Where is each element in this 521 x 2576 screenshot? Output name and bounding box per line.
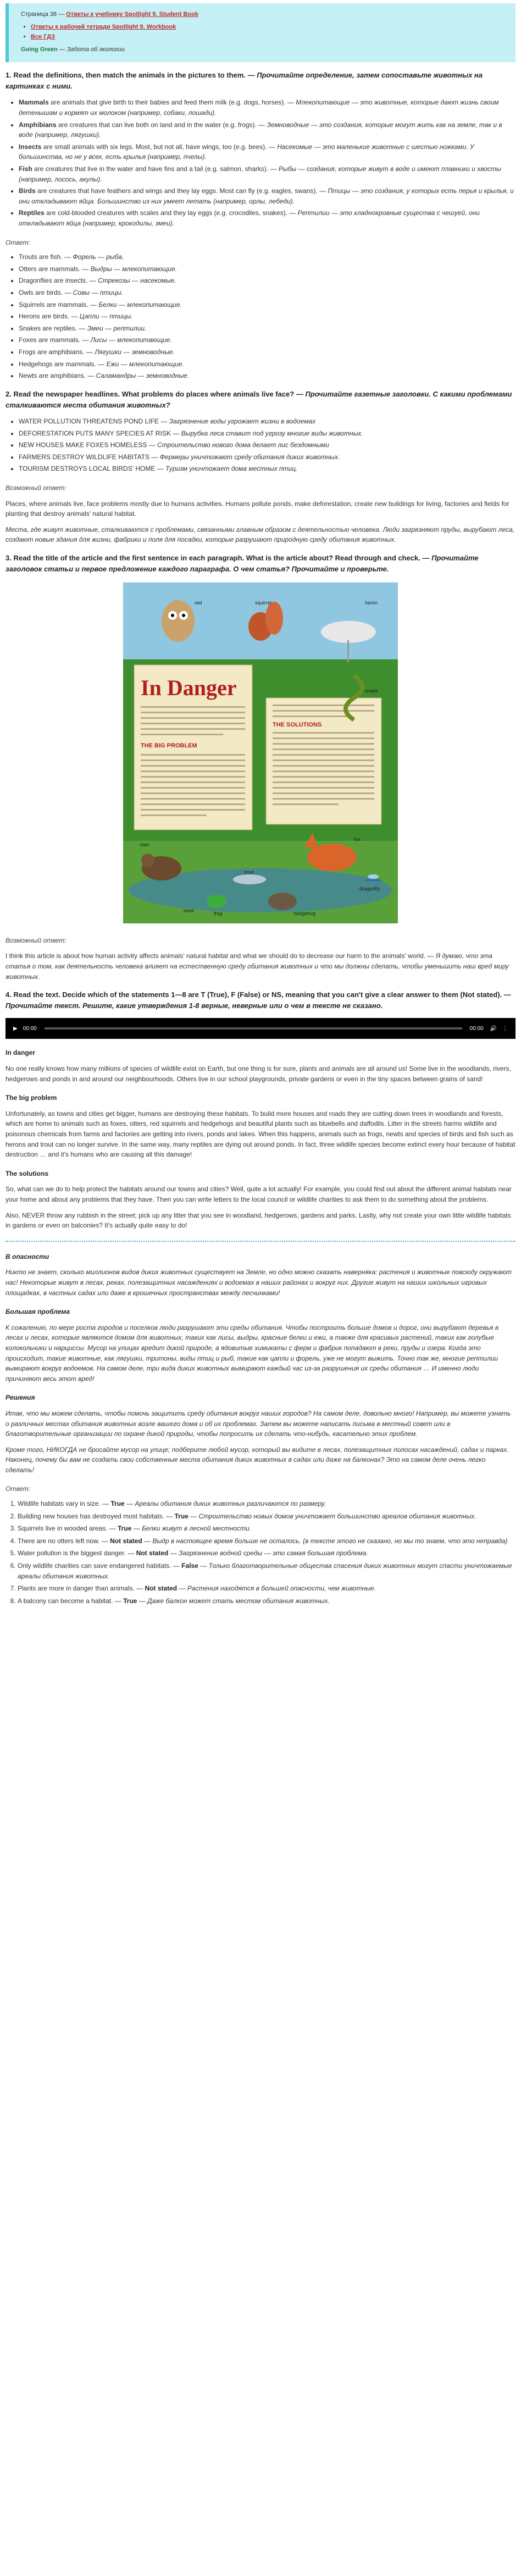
task3-answer-en: I think this article is about how human activity affects animals' natural habitat and what we should do to decrease our harm to the animals' world. — — [5, 952, 436, 960]
answer-item — [19, 311, 516, 322]
statement-ru: Только благотворительные общества спасения диких животных могут спасти уничтожаемые ареалы обитания животных. — [18, 1562, 512, 1580]
answer-en: Snakes are reptiles. — — [19, 324, 87, 332]
statement-mark: True — [110, 1500, 125, 1508]
headline-item — [19, 416, 516, 427]
definition-en: are small animals with six legs. Most, but not all, have wings, too (e.g. bees). — — [41, 142, 278, 151]
statement-answer: 2. Building new houses has destroyed most habitats. — True — Строительство новых домов уничтожает большинство ареалов обитания животных. — [18, 1511, 516, 1522]
headline-item — [19, 452, 516, 463]
breadcrumb-line — [21, 10, 506, 19]
answer-item — [19, 300, 516, 310]
task4-title-en: 4. Read the text. Decide which of the statements 1—8 are T (True), F (False) or NS, meaning that you can't give a clear answer to them (Not stated). — — [5, 990, 511, 999]
definitions-list — [5, 97, 516, 228]
statement-ru: Белки живут в лесной местности. — [142, 1524, 251, 1533]
definition-ru: Птицы — это создания, у которых есть перья и крылья, и они откладывают яйца. Большинство из них умеет летать (например, орлы, лебеди). — [19, 187, 514, 205]
answer-item — [19, 359, 516, 370]
headline-en: FARMERS DESTROY WILDLIFE HABITATS — — [19, 453, 160, 461]
definition-en: are creatures that live in the water and have fins and a tail (e.g. salmon, sharks). — — [32, 165, 279, 173]
task3-answer-label: Возможный ответ: — [5, 936, 66, 944]
image-label: hedgehog — [293, 911, 316, 917]
statement-ru: Растения находятся в большей опасности, чем животные. — [187, 1584, 376, 1593]
owl-icon — [162, 600, 195, 642]
task2-answer-label: Возможный ответ: — [5, 483, 66, 492]
definition-item — [19, 120, 516, 140]
definition-ru: Рыбы — создания, которые живут в воде и имеют плавники и хвосты (например, лосось, акулы). — [19, 165, 501, 183]
definition-en: are creatures that have feathers and wings and they lay eggs. Most can fly (e.g. eagles, swans). — — [35, 187, 328, 195]
translation-problem-heading: Большая проблема — [5, 1308, 70, 1316]
image-headline: In Danger — [141, 675, 237, 701]
textbook-page-image — [5, 582, 516, 927]
definition-item — [19, 186, 516, 206]
headline-item — [19, 428, 516, 439]
definition-term: Mammals — [19, 98, 49, 107]
hedgehog-icon — [268, 893, 297, 910]
audio-seek-bar[interactable] — [45, 1027, 462, 1030]
answer-en: Newts are amphibians. — — [19, 372, 96, 380]
image-section-problem: THE BIG PROBLEM — [141, 742, 197, 750]
article-problem-heading: The big problem — [5, 1094, 57, 1102]
workbook-link[interactable]: Ответы к рабочей тетради Spotlight 9. Workbook — [31, 24, 176, 31]
answer-ru: Форель — рыба. — [73, 253, 124, 261]
answer-item — [19, 252, 516, 262]
translation-problem: К сожалению, по мере роста городов и поселков люди разрушают эти среды обитания. Чтобы построить больше домов и дорог, они вырубают деревья в лесах и лесах, которые являются домом для животных, таких как лисы, выдры, красные белки и ежи, а также для красивых растений, таких как голубые колокольчики и нарциссы. Мусор на улицах вредит дикой природе, а ядовитые химикаты с ферм и фабрик попадают в реки, пруды и озера. Когда это происходит, такие животные, как лягушки, тритоны, виды птиц и рыб, такие как цапли и форель, уже не могут выжить. Точно так же, многие рептилии вымирают вокруг водоемов. На самом деле, три вида диких животных вымирают каждый час из-за разрушения их среды обитания … И именно люди причиняют весь этот вред! — [5, 1323, 499, 1383]
related-links — [21, 23, 506, 42]
statement-mark: True — [123, 1597, 137, 1605]
task1-title — [5, 70, 516, 92]
statement-answer: 4. There are no otters left now. — Not stated — Выдр в настоящее время больше не осталось. (в тексте этого не сказано, но мы то знаем, что это неправда) — [18, 1536, 516, 1546]
statement-en: A balcony can become a habitat. — — [18, 1597, 124, 1605]
answer-item — [19, 347, 516, 357]
definition-term: Insects — [19, 142, 42, 151]
article-problem: Unfortunately, as towns and cities get bigger, humans are destroying these habitats. To build more houses and roads they are cutting down trees in woodlands and forests, which are home to animals such as foxes, otters, red squirrels and hedgehogs and beautiful plants such as bluebells and daffodils. Litter in the streets harms wildlife and poisonous chemicals from farms and factories are getting into rivers, ponds and lakes. When this happens, animals such as frogs, newts and species of birds and fish such as herons and trout can no longer survive. In the same way, many reptiles are dying out around ponds. In fact, three wildlife species become extinct every hour because of habitat destruction … and it's humans who are causing all this damage! — [5, 1109, 516, 1159]
translation-solutions-heading: Решения — [5, 1394, 35, 1402]
answer-en: Dragonflies are insects. — — [19, 277, 98, 285]
headline-en: NEW HOUSES MAKE FOXES HOMELESS — — [19, 441, 158, 449]
image-label: heron — [365, 600, 378, 606]
statement-ru: Выдр в настоящее время больше не осталось. (в тексте этого не сказано, но мы то знаем, что это неправда) — [152, 1537, 508, 1545]
answer-en: Frogs are amphibians. — — [19, 348, 95, 356]
image-label: newt — [184, 908, 195, 914]
statement-answer: 6. Only wildlife charities can save endangered habitats. — False — Только благотворительные общества спасения диких животных могут спасти уничтожаемые ареалы обитания животных. — [18, 1561, 516, 1581]
task1-title-ru: Прочитайте определение, затем сопоставьте животных на картинках с ними. — [5, 71, 483, 91]
image-label: fox — [354, 836, 361, 843]
answer-en: Trouts are fish. — — [19, 253, 73, 261]
image-label: snake — [365, 688, 379, 694]
statement-answer: 8. A balcony can become a habitat. — True — Даже балкон может стать местом обитания животных. — [18, 1596, 516, 1606]
list-item — [31, 23, 506, 32]
translation-solutions-2: Кроме того, НИКОГДА не бросайте мусор на улице; подберите любой мусор, который вы видите в лесах, полезащитных полосах насаждений, садах и парках. Наконец, почему бы вам не создать свои собственные места обитания диких животных в садах или даже на балконах? Это на самом деле очень легко сделать! — [5, 1445, 509, 1474]
definition-item — [19, 142, 516, 162]
answer-en: Foxes are mammals. — — [19, 336, 91, 344]
audio-total-time: 00:00 — [469, 1025, 484, 1032]
task2-title-ru: Прочитайте газетные заголовки. С какими проблемами сталкиваются места обитания животных? — [5, 389, 512, 409]
definition-en: are animals that give birth to their babies and feed them milk (e.g. dogs, horses). — — [48, 98, 296, 107]
definition-term: Reptiles — [19, 209, 45, 217]
task3-title-ru: Прочитайте заголовок статьи и первое предложение каждого параграфа. О чем статья? Прочитайте и проверьте. — [5, 553, 479, 574]
article-solutions-2: Also, NEVER throw any rubbish in the street; pick up any litter that you see in woodland, hedgerows, gardens and parks. Lastly, why not create your own little wildlife habitats in gardens or even on balconies? It's actually quite easy to do! — [5, 1211, 511, 1230]
headline-en: TOURISM DESTROYS LOCAL BIRDS' HOME — — [19, 465, 165, 473]
answer-ru: Ежи — млекопитающие. — [106, 360, 184, 368]
task2-title — [5, 389, 516, 411]
statement-ru: Даже балкон может стать местом обитания животных. — [147, 1597, 330, 1605]
list-item — [31, 32, 506, 42]
statement-en: Water pollution is the biggest danger. — — [18, 1549, 136, 1557]
statement-ru: Ареалы обитания диких животных различаются по размеру. — [135, 1500, 326, 1508]
statement-ru: Строительство новых домов уничтожает большинство ареалов обитания животных. — [198, 1512, 476, 1520]
answer-ru: Саламандры — земноводные. — [96, 372, 190, 380]
volume-icon[interactable]: 🔊 — [490, 1025, 497, 1032]
frog-icon — [207, 895, 226, 908]
translation-title: В опасности — [5, 1252, 49, 1261]
headlines-list — [5, 416, 516, 474]
image-section-solutions: THE SOLUTIONS — [273, 722, 322, 729]
module-separator: — — [57, 46, 67, 53]
image-label: otter — [140, 842, 150, 848]
statement-en: Building new houses has destroyed most habitats. — — [18, 1512, 175, 1520]
task1-title-en: 1. Read the definitions, then match the animals in the pictures to them. — — [5, 71, 257, 80]
headline-ru: Строительство нового дома делает лис бездомными — [157, 441, 329, 449]
definition-ru: Земноводные — это создания, которые могут жить как на земле, так и в воде (например, лягушки). — [19, 120, 502, 139]
statement-en: Wildlife habitats vary in size. — — [18, 1500, 111, 1508]
trout-icon — [233, 874, 266, 884]
headline-ru: Фермеры уничтожают среду обитания диких животных. — [159, 453, 340, 461]
headline-en: DEFORESTATION PUTS MANY SPECIES AT RISK — — [19, 429, 181, 437]
task4-answer-label: Ответ: — [5, 1485, 31, 1493]
answer-en: Hedgehogs are mammals. — — [19, 360, 107, 368]
module-subtitle: Забота об экологии — [66, 46, 125, 53]
task4-title-ru: Прочитайте текст. Решите, какие утверждения 1-8 верные, неверные или о чем в тексте не сказано. — [5, 1001, 383, 1010]
headline-en: WATER POLLUTION THREATENS POND LIFE — — [19, 417, 169, 425]
module-line — [21, 45, 506, 54]
definition-ru: Млекопитающие — это животные, которые дают жизнь своим детенышам и кормят их молоком (например, собаки, лошади). — [19, 98, 499, 117]
audio-current-time: 00:00 — [23, 1025, 37, 1032]
answer-en: Herons are birds. — — [19, 312, 80, 321]
statement-ru: Загрязнение водной среды — это самая большая проблема. — [179, 1549, 368, 1557]
definition-item — [19, 164, 516, 184]
page — [0, 3, 521, 1606]
task3-title — [5, 553, 516, 575]
image-label: squirrel — [255, 600, 271, 606]
definition-term: Birds — [19, 187, 36, 195]
statement-mark: False — [181, 1562, 198, 1570]
answer-ru: Змеи — рептилии. — [87, 324, 147, 332]
divider — [5, 1241, 516, 1242]
statement-answer: 1. Wildlife habitats vary in size. — True — Ареалы обитания диких животных различаются по размеру. — [18, 1499, 516, 1509]
headline-ru: Туризм уничтожает дома местных птиц. — [165, 465, 298, 473]
answer-item — [19, 276, 516, 286]
statement-en: There are no otters left now. — — [18, 1537, 110, 1545]
image-label: trout — [244, 869, 254, 876]
statement-mark: Not stated — [145, 1584, 178, 1593]
definition-item — [19, 97, 516, 118]
definition-ru: Насекомые — это маленькие животные с шестью ножками. У большинства, но не у всех, есть крылья (например, пчелы). — [19, 142, 474, 161]
task3-answer — [5, 951, 516, 982]
definition-en: are creatures that can live both on land and in the water (e.g. frogs). — — [56, 120, 267, 129]
article-solutions-heading: The solutions — [5, 1169, 48, 1177]
definition-term: Fish — [19, 165, 32, 173]
answer-en: Otters are mammals. — — [19, 265, 91, 273]
translation-intro: Никто не знает, сколько миллионов видов диких животных существует на Земле, но одно можно сказать наверняка: растения и животные повсюду окружают нас! Некоторые живут в лесах, реках, полезащитных насаждениях и водоемах в наших районах и вокруг них. Другие живут на наших школьных игровых площадках, в частных садах или даже в крошечных пространствах между песчинками! — [5, 1268, 512, 1297]
task1-answer-label: Ответ: — [5, 238, 31, 246]
statement-answer: 3. Squirrels live in wooded areas. — True — Белки живут в лесной местности. — [18, 1523, 516, 1534]
image-label: dragonfly — [359, 886, 380, 892]
headline-ru: Вырубка леса ставит под угрозу многие виды животных. — [181, 429, 363, 437]
definition-ru: Рептилии — это хладнокровные существа с чешуей, они откладывают яйца (например, крокодилы, змеи). — [19, 209, 480, 227]
image-label: frog — [214, 911, 223, 917]
all-gdz-link[interactable]: Все ГДЗ — [31, 34, 56, 41]
task4-answers — [5, 1499, 516, 1606]
task3-title-en: 3. Read the title of the article and the first sentence in each paragraph. What is the article about? Read through and check. — — [5, 553, 432, 562]
task3-answer-ru: Я думаю, что эта статья о том, как деятельность человека влияет на естественную среду обитания животных и что мы должны сделать, чтобы уменьшить наш вред миру животных. — [5, 952, 509, 981]
header-box — [5, 3, 516, 62]
answer-ru: Цапли — птицы. — [79, 312, 133, 321]
definition-en: are cold-blooded creatures with scales and they lay eggs (e.g. crocodiles, snakes). — — [44, 209, 298, 217]
article-solutions-1: So, what can we do to help protect the habitats around our towns and cities? Well, quite a lot actually! For example, you could find out about the different animal habitats near your home and about any problems that they have. Then you can write letters to the local council or wildlife charities to ask them to do something about the problems. — [5, 1185, 512, 1203]
statement-mark: Not stated — [136, 1549, 169, 1557]
statement-answer: 5. Water pollution is the biggest danger. — Not stated — Загрязнение водной среды — это самая большая проблема. — [18, 1548, 516, 1559]
answer-item — [19, 288, 516, 298]
statement-mark: True — [118, 1524, 132, 1533]
answer-ru: Выдры — млекопитающие. — [90, 265, 178, 273]
answer-ru: Лисы — млекопитающие. — [90, 336, 172, 344]
image-label: owl — [195, 600, 202, 606]
translation-solutions-1: Итак, что мы можем сделать, чтобы помочь защитить среду обитания вокруг наших городов? На самом деле, довольно много! Например, вы можете узнать о различных местах обитания животных возле вашего дома и об их проблемах. Затем вы можете написать письма в местный совет или в благотворительные организации по охране дикой природы, чтобы попросить их сделать что-нибудь, касательно этих проблем. — [5, 1409, 511, 1438]
headline-ru: Загрязнение воды угрожает жизни в водоемах — [169, 417, 316, 425]
task2-answer-en: Places, where animals live, face problems mostly due to humans activities. Humans pollute ponds, make deforestation, create new buildings for living, factories and fields for planting that destroy animals' natural habitat. — [5, 499, 509, 518]
statement-mark: Not stated — [110, 1537, 142, 1545]
headline-item — [19, 440, 516, 450]
audio-player — [5, 1018, 516, 1039]
answer-item — [19, 264, 516, 274]
task2-title-en: 2. Read the newspaper headlines. What problems do places where animals live face? — — [5, 389, 306, 398]
statement-answer: 7. Plants are more in danger than animals. — Not stated — Растения находятся в большей опасности, чем животные. — [18, 1583, 516, 1594]
in-danger-illustration — [123, 582, 398, 923]
article-intro: No one really knows how many millions of species of wildlife exist on Earth, but one thing is for sure, plants and animals are all around us! Some live in the woodlands, rivers, hedgerows and ponds in and around our neighbourhoods. Others live in our school playgrounds, private gardens or even in the tiny spaces between grains of sand! — [5, 1065, 511, 1083]
definition-item — [19, 208, 516, 228]
student-book-link[interactable]: Ответы к учебнику Spotlight 9. Student Book — [66, 11, 198, 18]
answer-item — [19, 335, 516, 345]
answer-ru: Совы — птицы. — [73, 288, 124, 296]
answer-ru: Белки — млекопитающие. — [98, 300, 182, 309]
statement-mark: True — [174, 1512, 189, 1520]
answer-item — [19, 371, 516, 381]
answer-ru: Лягушки — земноводные. — [95, 348, 175, 356]
more-options-icon[interactable]: ⋮ — [502, 1025, 508, 1032]
page-prefix: Страница 38 — — [21, 11, 66, 18]
statement-en: Plants are more in danger than animals. — — [18, 1584, 145, 1593]
answer-en: Owls are birds. — — [19, 288, 73, 296]
headline-item — [19, 464, 516, 474]
task4-title — [5, 989, 516, 1011]
statement-en: Squirrels live in wooded areas. — — [18, 1524, 118, 1533]
answer-ru: Стрекозы — насекомые. — [98, 277, 176, 285]
article-title: In danger — [5, 1049, 36, 1057]
play-icon[interactable]: ▶ — [13, 1025, 18, 1032]
task1-answers — [5, 252, 516, 381]
statement-en: Only wildlife charities can save endangered habitats. — — [18, 1562, 182, 1570]
answer-en: Squirrels are mammals. — — [19, 300, 99, 309]
module-title: Going Green — [21, 46, 58, 53]
task2-answer-ru: Места, где живут животные, сталкиваются с проблемами, связанными главным образом с деятельностью человека. Люди загрязняют пруды, вырубают леса, создают новые здания для жизни, фабрики и поля для посадки, которые разрушают природную среду обитания животных. — [5, 525, 514, 544]
answer-item — [19, 323, 516, 334]
definition-term: Amphibians — [19, 120, 57, 129]
